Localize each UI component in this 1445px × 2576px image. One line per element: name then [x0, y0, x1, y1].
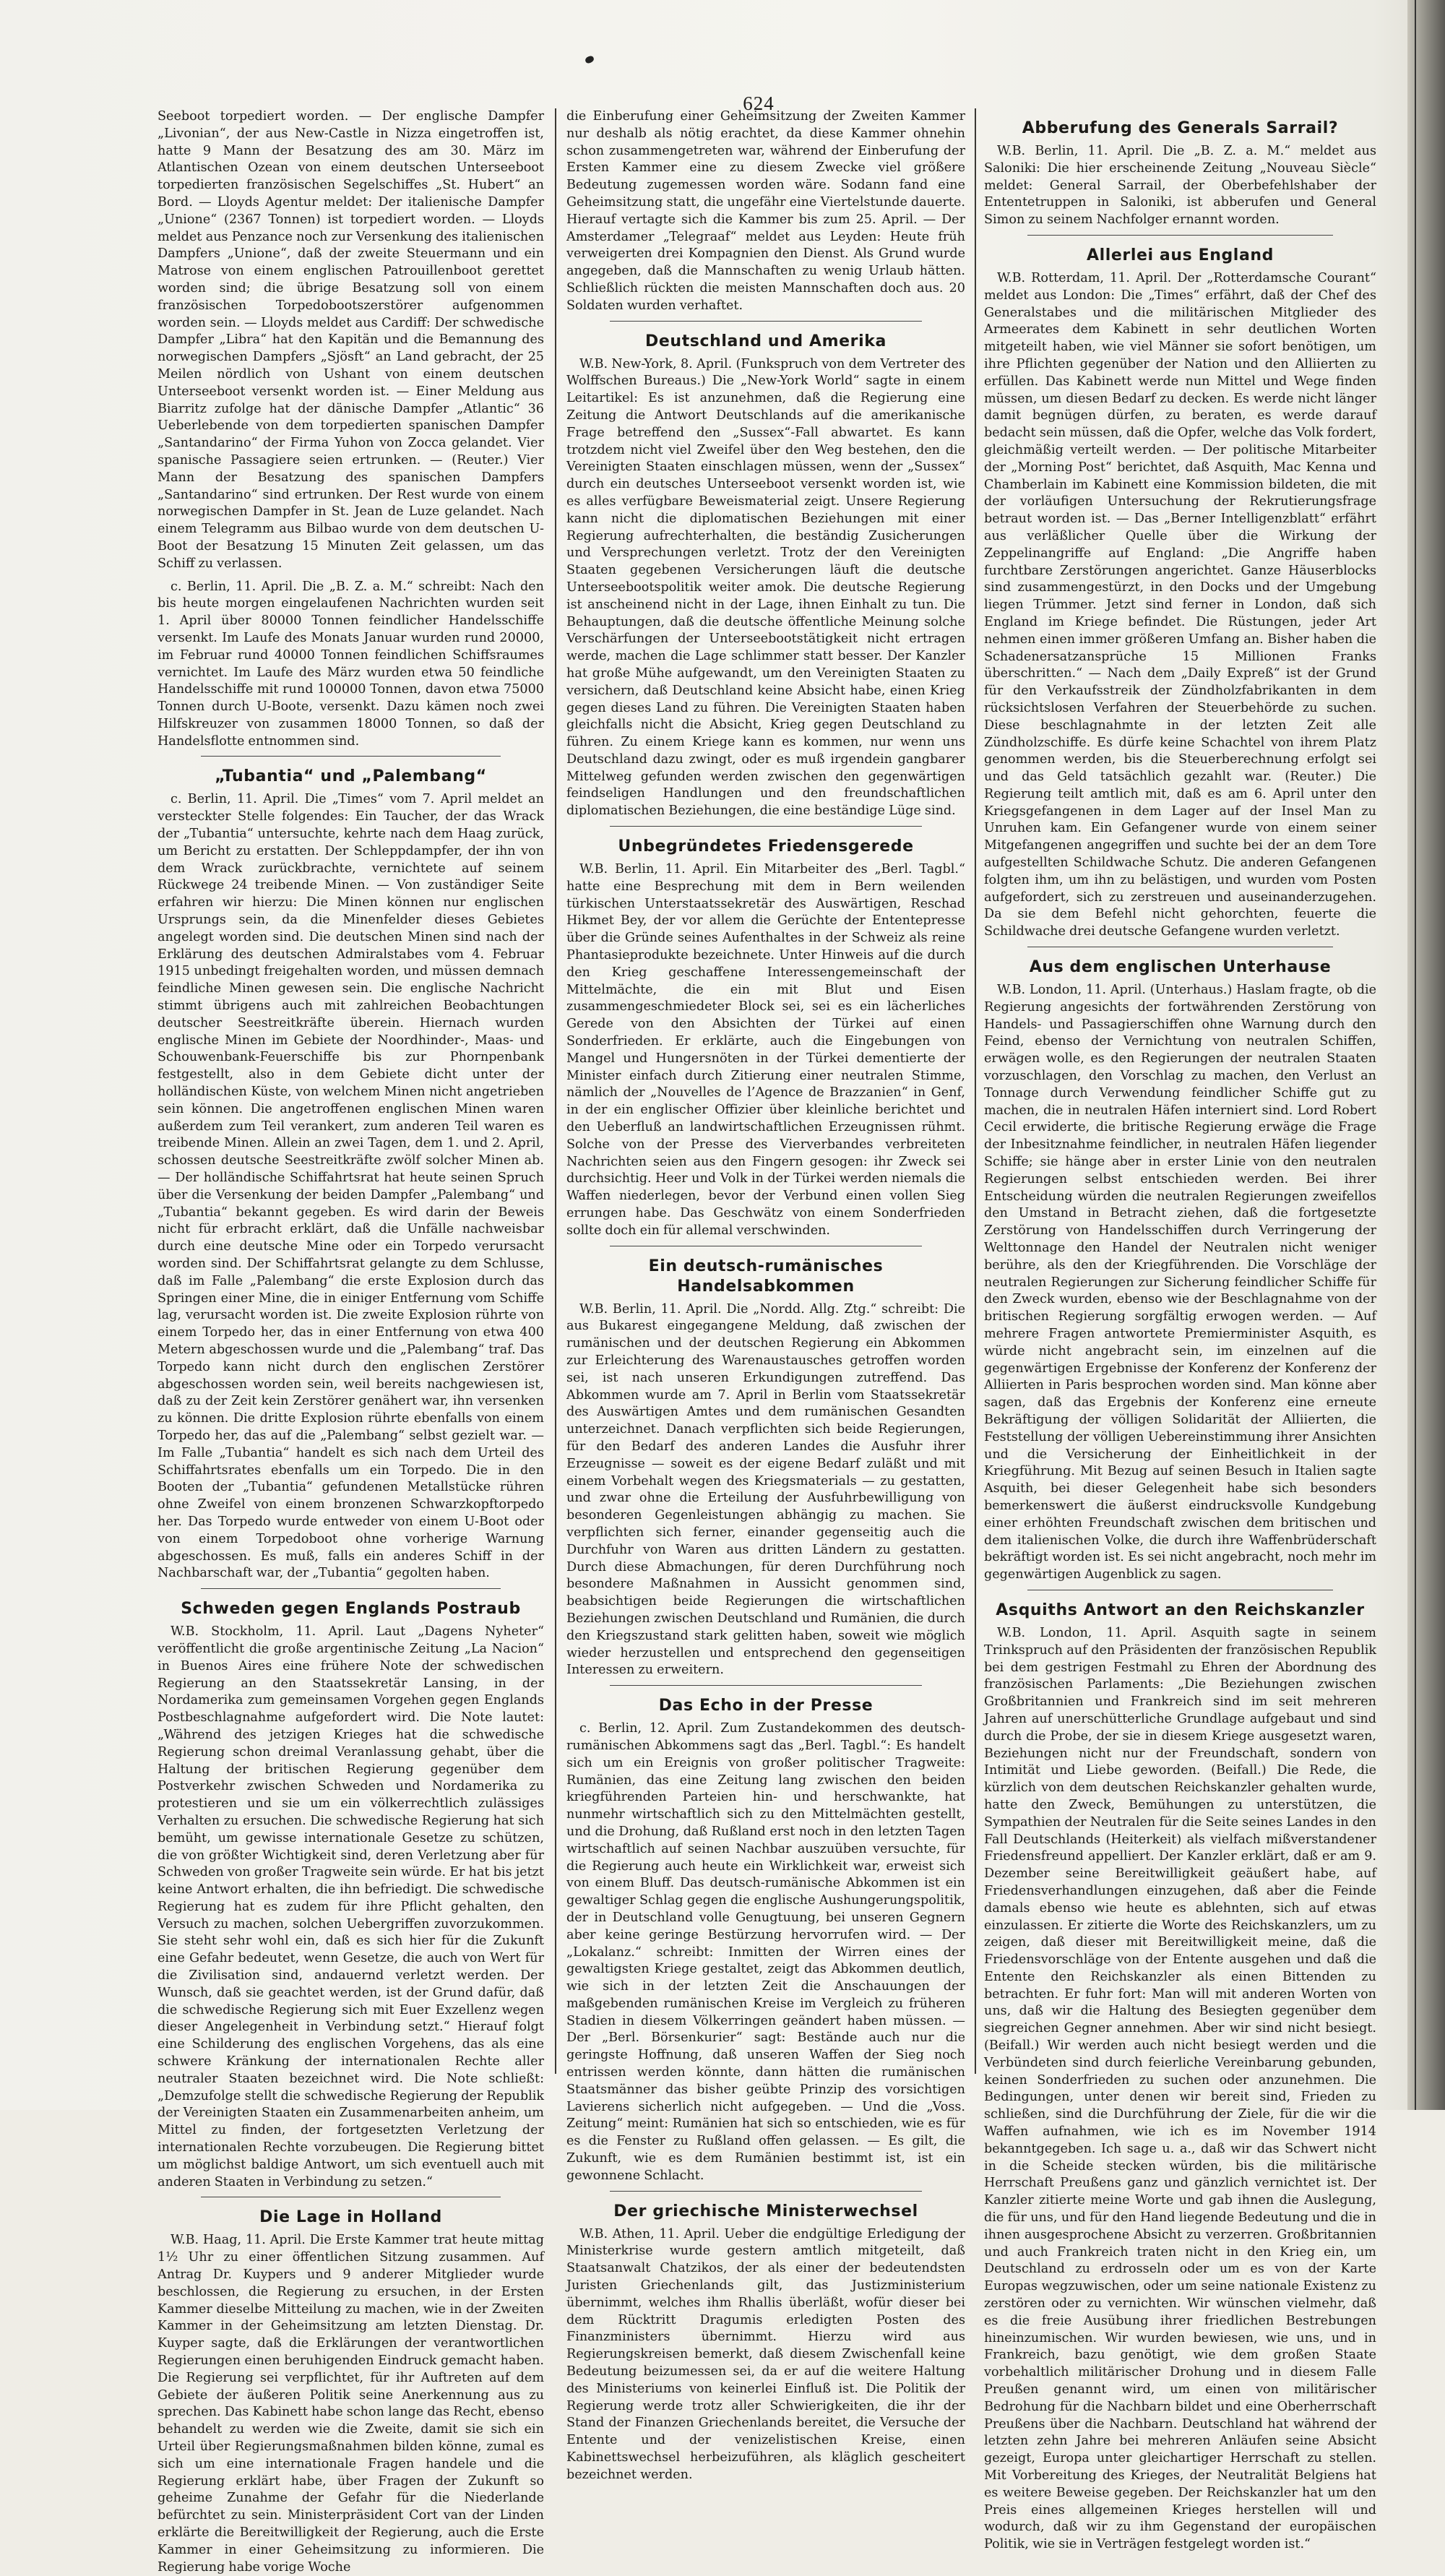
article-headline: Allerlei aus England: [1086, 246, 1274, 264]
article-paragraph: die Einberufung einer Geheimsitzung der Zweiten Kammer nur deshalb als nötig erachtet, da diese Kammer ohnehin schon zusammengetreten war, während der Einberufung der Ersten Kammer eine zu diesem Zwecke viel größere Bedeutung zugemessen worden wäre. Sodann fand eine Geheimsitzung statt, die ungefähr eine Viertelstunde dauerte. Hierauf vertagte sich die Kammer bis zum 25. April. — Der Amsterdamer „Telegraaf“ meldet aus Leyden: Heute früh verweigerten drei Kompagnien den Dienst. Als Grund wurde angegeben, daß die Mannschaften zu wenig Urlaub hätten. Schließlich rückten die meisten Mannschaften doch aus. 20 Soldaten wurden verhaftet.: [566, 109, 965, 313]
article-headline: Unbegründetes Friedensgerede: [618, 837, 914, 856]
article-headline: Aus dem englischen Unterhause: [1029, 958, 1332, 977]
article-paragraph: Seeboot torpediert worden. — Der englische Dampfer „Livonian“, der aus New-Castle in Nizza eingetroffen ist, hatte 9 Mann der Besatzung des am 30. März im Atlantischen Ozean von einem deutschen Unterseeboot torpedierten französischen Segelschiffes „St. Hubert“ an Bord. — Lloyds Agentur meldet: Der italienische Dampfer „Unione“ (2367 Tonnen) ist torpediert worden. — Lloyds meldet aus Penzance noch zur Versenkung des italienischen Dampfers „Unione“, daß der zweite Steuermann und ein Matrose von einem englischen Patrouillenboot gerettet worden sind; die übrige Besatzung soll von einem französischen Torpedobootszerstörer aufgenommen worden sein. — Lloyds meldet aus Cardiff: Der schwedische Dampfer „Libra“ hat den Kapitän und die Bemannung des norwegischen Dampfers „Sjösft“ an Land gebracht, der 25 Meilen nördlich von Ushant von einem deutschen Unterseeboot versenkt worden ist. — Einer Meldung aus Biarritz zufolge hat der dänische Dampfer „Atlantic“ 36 Ueberlebende von dem torpedierten spanischen Dampfer „Santandarino“ der Firma Yuhon von Zocca gelandet. Vier spanische Passagiere seien ertrunken. — (Reuter.) Vier Mann der Besatzung des spanischen Dampfers „Santandarino“ sind ertrunken. Der Rest wurde von einem norwegischen Dampfer in St. Jean de Luze gelandet. Nach einem Telegramm aus Bilbao wurde von dem deutschen U-Boot der Besatzung 15 Minuten Zeit gelassen, um das Schiff zu verlassen.: [158, 109, 544, 571]
page-edge-shadow: [1407, 0, 1445, 2110]
article-headline: Die Lage in Holland: [259, 2208, 442, 2227]
article-paragraph: W.B. Haag, 11. April. Die Erste Kammer trat heute mittag 1½ Uhr zu einer öffentlichen Sitzung zusammen. Auf Antrag Dr. Kuypers und 9 anderer Mitglieder wurde beschlossen, die Regierung zu ersuchen, in der Ersten Kammer dieselbe Mitteilung zu machen, wie in der Zweiten Kammer in der Geheimsitzung am letzten Dienstag. Dr. Kuyper sagte, daß die Erklärungen der verantwortlichen Regierungen einen beruhigenden Eindruck gemacht haben. Die Regierung sei verpflichtet, für ihr Auftreten auf dem Gebiete der äußeren Politik seine Anerkennung aus zu sprechen. Das Kabinett habe schon lange das Recht, ebenso behandelt zu werden wie die Zweite, damit sie sich ein Urteil über Regierungsmaßnahmen bilden könne, zumal es sich um eine internationale Fragen handele und die Regierung erklärt habe, über Fragen der Zukunft so geheime Zunahme der Gefahr für die Niederlande befürchtet zu sein. Ministerpräsident Cort van der Linden erklärte die Bereitwilligkeit der Regierung, auch die Erste Kammer in einer Geheimsitzung zu informieren. Die Regierung habe vorige Woche: [158, 2233, 544, 2575]
article-paragraph: W.B. Berlin, 11. April. Die „Nordd. Allg. Ztg.“ schreibt: Die aus Bukarest eingegangene Meldung, daß zwischen der rumänischen und der deutschen Regierung ein Abkommen zur Erleichterung des Warenaustausches getroffen worden sei, ist nach unseren Erkundigungen zutreffend. Das Abkommen wurde am 7. April in Berlin vom Staatssekretär des Auswärtigen Amtes und dem rumänischen Gesandten unterzeichnet. Danach verpflichten sich beide Regierungen, für den Bedarf des anderen Landes die Ausfuhr ihrer Erzeugnisse — soweit es der eigene Bedarf zuläßt und mit einem Vorbehalt wegen des Kriegsmaterials — zu gestatten, und zwar ohne die Erteilung der Ausfuhrbewilligung von besonderen Gegenleistungen abhängig zu machen. Sie verpflichten sich ferner, einander gegenseitig auch die Durchfuhr von Waren aus dritten Ländern zu gestatten. Durch diese Abmachungen, für deren Durchführung noch besondere Maßnahmen in Aussicht genommen sind, beabsichtigen beide Regierungen die wirtschaftlichen Beziehungen zwischen Deutschland und Rumänien, die durch den Kriegszustand stark gelitten haben, soweit wie möglich wieder herzustellen und entsprechend den gegenseitigen Interessen zu erweitern.: [566, 1301, 965, 1678]
section-rule: [201, 756, 501, 757]
article-headline: Asquiths Antwort an den Reichskanzler: [996, 1601, 1365, 1619]
section-rule: [201, 1588, 501, 1589]
column-divider: [555, 108, 556, 2074]
article-headline: Das Echo in der Presse: [658, 1697, 874, 1715]
article-paragraph: c. Berlin, 12. April. Zum Zustandekommen des deutsch-rumänischen Abkommens sagt das „Berl. Tagbl.“: Es handelt sich um ein Ereignis von großer politischer Tragweite: Rumänien, das eine Zeitung lang zwischen den beiden kriegführenden Parteien hin- und herschwankte, hat nunmehr wirtschaftlich sich zu den Mittelmächten gestellt, und die Drohung, daß Rußland erst noch in den letzten Tagen wirtschaftlich auf seinen Nachbar auszuüben versuchte, für die Regierung auch heute ein Wirklichkeit war, erweist sich von einem Bluff. Das deutsch-rumänische Abkommen ist ein gewaltiger Schlag gegen die englische Aushungerungspolitik, der in Deutschland volle Genugtuung, bei unseren Gegnern aber keine geringe Bestürzung hervorrufen wird. — Der „Lokalanz.“ schreibt: Inmitten der Wirren eines der gewaltigsten Kriege gestaltet, zeigt das Abkommen deutlich, wie sich in der letzten Zeit die Anschauungen der maßgebenden rumänischen Kreise im Vergleich zu früheren Stadien in diesem Völkerringen geändert haben müssen. — Der „Berl. Börsenkurier“ sagt: Bestände auch nur die geringste Hoffnung, daß unseren Waffen der Sieg noch entrissen werden könnte, dann hätten die rumänischen Staatsmänner das bisher geübte Prinzip des vorsichtigen Lavierens sicherlich nicht aufgegeben. — Und die „Voss. Zeitung“ meint: Rumänien hat sich so entschieden, wie es für es die Fenster zu Rußland offen gelassen. — Es gilt, die Zukunft, wie es dem Rumänien bestimmt ist, ist ein gewonnene Schlacht.: [566, 1721, 965, 2183]
article-headline: „Tubantia“ und „Palembang“: [215, 767, 487, 786]
article-paragraph: W.B. Berlin, 11. April. Die „B. Z. a. M.“ meldet aus Saloniki: Die hier erscheinende Zeitung „Nouveau Siècle“ meldet: General Sarrail, der Oberbefehlshaber der Ententetruppen in Saloniki, ist abberufen und General Simon zu seinem Nachfolger ernannt worden.: [984, 144, 1376, 228]
section-rule: [610, 826, 922, 827]
article-paragraph: W.B. London, 11. April. (Unterhaus.) Haslam fragte, ob die Regierung angesichts der fortwährenden Zerstörung von Handels- und Passagierschiffen ohne Warnung durch den Feind, ebenso der Vernichtung von neutralen Schiffen, erwägen wolle, es den Regierungen der neutralen Staaten vorzuschlagen, den Vorschlag zu machen, den Verlust an Tonnage durch Verwendung feindlicher Schiffe gut zu machen, die in neutralen Häfen interniert sind. Lord Robert Cecil erwiderte, die britische Regierung erwäge die Frage der Inbesitznahme feindlicher, in neutralen Häfen liegender Schiffe; sie hänge aber in erster Linie von den neutralen Regierungen selbst entschieden werden. Bei ihrer Entscheidung würden die neutralen Regierungen zweifellos den Umstand in Betracht ziehen, daß die fortgesetzte Zerstörung von Handelsschiffen durch Verringerung der Welttonnage den Handel der Neutralen nicht weniger berühre, als den der Kriegführenden. Die Vorschläge der neutralen Regierungen zur Sicherung feindlicher Schiffe für den Zweck wurden, ebenso wie der Beschlagnahme von der britischen Regierung sorgfältig erwogen werden. — Auf mehrere Fragen antwortete Premierminister Asquith, es würde nicht angebracht sein, im einzelnen auf die gegenwärtigen Ergebnisse der Konferenz der Konferenz der Alliierten in Paris besprochen worden sind. Man könne aber sagen, daß das Ergebnis der Konferenz eine erneute Bekräftigung der völligen Solidarität der Alliierten, die Feststellung der völligen Uebereinstimmung ihrer Ansichten und die Versicherung der Einheitlichkeit in der Kriegführung. Mit Bezug auf seinen Besuch in Italien sagte Asquith, bei dieser Gelegenheit habe sich besonders bemerkenswert die äußerst eindrucksvolle Kundgebung einer erhöhten Freundschaft zwischen dem britischen und dem italienischen Volke, die durch ihre Waffenbrüderschaft bekräftigt worden ist. Es sei nicht angebracht, noch mehr im gegenwärtigen Augenblick zu sagen.: [984, 983, 1376, 1582]
column-divider: [975, 108, 976, 2074]
article-paragraph: c. Berlin, 11. April. Die „Times“ vom 7. April meldet an versteckter Stelle folgendes: Ein Taucher, der das Wrack der „Tubantia“ untersuchte, kehrte nach dem Haag zurück, um Bericht zu erstatten. Der Schleppdampfer, der ihn von dem Wrack zurückbrachte, vernichtete auf seinem Rückwege 24 treibende Minen. — Von zuständiger Seite erfahren wir hierzu: Die Minen können nur englischen Ursprungs sein, da die Minenfelder dieses Gebietes angelegt worden sind. Die deutschen Minen sind nach der Erklärung des deutschen Admiralstabes vom 4. Februar 1915 unbedingt freigehalten worden, und müssen demnach feindliche Minen gewesen sein. Die englische Nachricht stimmt übrigens auch mit zahlreichen Beobachtungen deutscher Seestreitkräfte überein. Hiernach wurden englische Minen im Gebiete der Noordhinder-, Maas- und Schouwenbank-Feuerschiffe bis zur Phornpenbank festgestellt, also in dem Gebiete dicht unter der holländischen Küste, von welchem Minen nicht angetrieben sein können. Die angetroffenen englischen Minen waren außerdem zum Teil verankert, zum anderen Teil waren es treibende Minen. Allein an zwei Tagen, dem 1. und 2. April, schossen deutsche Seestreitkräfte zwölf solcher Minen ab. — Der holländische Schiffahrtsrat hat heute seinen Spruch über die Versenkung der beiden Dampfer „Palembang“ und „Tubantia“ bekannt gegeben. Es wird darin der Beweis nicht für erbracht erklärt, daß die Unfälle nachweisbar durch eine deutsche Mine oder ein Torpedo verursacht worden sind. Der Schiffahrtsrat gelangte zu dem Schlusse, daß im Falle „Palembang“ die erste Explosion durch das Springen einer Mine, die in einiger Entfernung vom Schiffe lag, verursacht worden ist. Die zweite Explosion rührte von einem Torpedo her, das in einer Entfernung von etwa 400 Metern abgeschossen wurde und die „Palembang“ traf. Das Torpedo kann nicht durch den englischen Zerstörer abgeschossen worden sein, weil bereits nachgewiesen ist, daß zu der Zeit kein Zerstörer genähert war, ihn versenken zu können. Die dritte Explosion rührte ebenfalls von einem Torpedo her, das auf die „Palembang“ selbst gezielt war. — Im Falle „Tubantia“ handelt es sich nach dem Urteil des Schiffahrtsrates ebenfalls um ein Torpedo. Die in den Booten der „Tubantia“ gefundenen Metallstücke rühren ohne Zweifel von einem bronzenen Schwarzkopftorpedo her. Das Torpedo wurde entweder von einem U-Boot oder von einem Torpedoboot ohne vorherige Warnung abgeschossen. Es muß, falls ein anderes Schiff in der Nachbarschaft war, der „Tubantia“ gegolten haben.: [158, 792, 544, 1581]
section-rule: [610, 1685, 922, 1686]
article-headline: Ein deutsch-rumänisches Handelsabkommen: [648, 1257, 884, 1296]
column-left: [158, 108, 544, 2575]
column-right: [984, 108, 1376, 2552]
column-middle: [566, 108, 965, 2482]
article-paragraph: W.B. Rotterdam, 11. April. Der „Rotterdamsche Courant“ meldet aus London: Die „Times“ erfährt, daß der Chef des Generalstabes und die militärischen Mitglieder des Armeerates dem Kabinett in sehr deutlichen Worten mitgeteilt haben, wie viel Männer sie sofort benötigen, um ihre Pflichten gegenüber der Nation und den Alliierten zu erfüllen. Das Kabinett werde nun Mittel und Wege finden müssen, um diesen Bedarf zu decken. Es werde nicht länger damit begnügen dürfen, zu beraten, es werde darauf bedacht sein müssen, daß die Opfer, welche das Volk fordert, gleichmäßig verteilt werden. — Der politische Mitarbeiter der „Morning Post“ berichtet, daß Asquith, Mac Kenna und Chamberlain im Kabinett eine Kommission bildeten, die mit der vorläufigen Untersuchung der Rekrutierungsfrage betraut worden ist. — Das „Berner Intelligenzblatt“ erfährt aus verläßlicher Quelle über die Wirkung der Zeppelinangriffe auf England: „Die Angriffe haben furchtbare Zerstörungen angerichtet. Ganze Häuserblocks sind zusammengestürzt, in den Docks und der Umgebung liegen Trümmer. Jetzt sind ferner in London, daß sich England im Kriege befindet. Die Rüstungen, jeder Art nehmen einen immer größeren Umfang an. Bisher haben die Schadenersatzansprüche 15 Millionen Franks überschritten.“ — Nach dem „Daily Expreß“ ist der Grund für den Verkaufsstreik der Zündholzfabrikanten in dem rücksichtslosen Verfahren der Steuerbehörde zu suchen. Diese beschlagnahmte in der letzten Zeit alle Zündholzschiffe. Es dürfe keine Schachtel von ihrem Platz genommen werden, bis die Steuerberechnung erfolgt sei und das Geld tatsächlich gezahlt war. (Reuter.) Die Regierung teilt amtlich mit, daß es am 6. April unter den Kriegsgefangenen in dem Lager auf der Insel Man zu Unruhen kam. Ein Gefangener wurde von einem seiner Mitgefangenen angegriffen und suchte bei der an dem Tore aufgestellten Schildwache Schutz. Die anderen Gefangenen folgten ihm, um ihn zu belästigen, und wurden vom Posten aufgefordert, sich zu zerstreuen und auseinanderzugehen. Da sie dem Befehl nicht gehorchten, feuerte die Schildwache drei deutsche Gefangene wurden verletzt.: [984, 270, 1376, 939]
section-rule: [610, 321, 922, 322]
section-rule: [1027, 235, 1333, 236]
ink-mark: [585, 55, 595, 64]
article-paragraph: c. Berlin, 11. April. Die „B. Z. a. M.“ schreibt: Nach den bis heute morgen eingelaufenen Nachrichten wurden seit 1. April über 80000 Tonnen feindlicher Handelsschiffe versenkt. Im Laufe des Monats Januar wurden rund 20000, im Februar rund 40000 Tonnen feindlichen Schiffsraumes vernichtet. Im Laufe des März wurden etwa 50 feindliche Handelsschiffe mit rund 100000 Tonnen, davon etwa 75000 Tonnen durch U-Boote, versenkt. Dazu kämen noch zwei Hilfskreuzer von zusammen 18000 Tonnen, so daß der Handelsflotte entnommen sind.: [158, 579, 544, 749]
article-paragraph: W.B. Stockholm, 11. April. Laut „Dagens Nyheter“ veröffentlicht die große argentinische Zeitung „La Nacion“ in Buenos Aires eine frühere Note der schwedischen Regierung an den Staatssekretär Lansing, in der Nordamerika zum gemeinsamen Vorgehen gegen Englands Postbeschlagnahme aufgefordert wird. Die Note lautet: „Während des jetzigen Krieges hat die schwedische Regierung schon dreimal Veranlassung gehabt, über die Haltung der britischen Regierung gegenüber dem Postverkehr zwischen Schweden und Nordamerika zu protestieren und sie um ein völkerrechtlich zulässiges Verhalten zu ersuchen. Die schwedische Regierung hat sich bemüht, um gewisse internationale Gesetze zu schützen, die von größter Wichtigkeit sind, deren Verletzung aber für Schweden von großer Tragweite sein würde. Er hat bis jetzt keine Antwort erhalten, die ihn befriedigt. Die schwedische Regierung hat es zudem für ihre Pflicht gehalten, den Versuch zu machen, solchen Uebergriffen zuvorzukommen. Sie steht sehr wohl ein, daß es sich hier für die Zukunft eine Gefahr bedeutet, wenn Gesetze, die auch von Wert für die Zivilisation sind, andauernd verletzt werden. Der Wunsch, daß sie geachtet werden, ist der Grund dafür, daß die schwedische Regierung sich mit Euer Exzellenz wegen dieser Angelegenheit in Verbindung setzt.“ Hierauf folgt eine Schilderung des englischen Vorgehens, das als eine schwere Kränkung der internationalen Rechte aller neutraler Staaten bezeichnet wird. Die Note schließt: „Demzufolge stellt die schwedische Regierung der Republik der Vereinigten Staaten ein Zusammenarbeiten anheim, um Mittel zu finden, der fortgesetzten Verletzung der internationalen Rechte vorzubeugen. Die Regierung bittet um möglichst baldige Antwort, um sich eventuell auch mit anderen Staaten in Verbindung zu setzen.“: [158, 1624, 544, 2189]
article-headline: Der griechische Ministerwechsel: [613, 2202, 918, 2220]
article-paragraph: W.B. New-York, 8. April. (Funkspruch von dem Vertreter des Wolffschen Bureaus.) Die „New-York World“ sagte in einem Leitartikel: Es ist anzunehmen, daß die Regierung eine Zeitung die Antwort Deutschlands auf die amerikanische Frage betreffend den „Sussex“-Fall abwartet. Es kann trotzdem nicht viel Zweifel über den Weg bestehen, den die Vereinigten Staaten einschlagen müssen, wenn der „Sussex“ durch ein deutsches Unterseeboot versenkt worden ist, wie es alles verfügbare Beweismaterial zeigt. Unsere Regierung kann nicht die diplomatischen Beziehungen mit einer Regierung aufrechterhalten, die beständig Zusicherungen und Versprechungen verletzt. Trotz der den Vereinigten Staaten gegebenen Versicherungen läuft die deutsche Unterseebootspolitik weiter amok. Die deutsche Regierung ist anscheinend nicht in der Lage, ihnen Einhalt zu tun. Die Behauptungen, daß die deutsche öffentliche Meinung solche Verschärfungen der Unterseebootstätigkeit nicht ertragen werde, machen die Lage schlimmer statt besser. Der Kanzler hat große Mühe aufgewandt, um den Vereinigten Staaten zu versichern, daß Deutschland keine Absicht habe, einen Krieg gegen dieses Land zu führen. Die Vereinigten Staaten haben gleichfalls nicht die Absicht, Krieg gegen Deutschland zu führen. Zu einem Kriege kann es kommen, nur wenn uns Deutschland dazu zwingt, oder es muß irgendein gangbarer Mittelweg gefunden werden zwischen den gegenwärtigen feindseligen Handlungen und den freundschaftlichen diplomatischen Beziehungen, die eine beständige Lüge sind.: [566, 356, 965, 819]
page-number: 624: [743, 92, 775, 114]
page-edge-line: [1415, 0, 1416, 2110]
article-paragraph: W.B. Berlin, 11. April. Ein Mitarbeiter des „Berl. Tagbl.“ hatte eine Besprechung mit dem in Bern weilenden türkischen Unterstaatssekretär des Auswärtigen, Reschad Hikmet Bey, der vor allem die Gerüchte der Ententepresse über die Gründe seines Aufenthaltes in der Schweiz als reine Phantasieprodukte bezeichnete. Unter Hinweis auf die durch den Krieg geschaffene Interessengemeinschaft der Mittelmächte, die ein mit Blut und Eisen zusammengeschmiedeter Block sei, sei es ein lächerliches Gerede von den Absichten der Türkei auf einen Sonderfrieden. Er erklärte, auch die Eingebungen von Mangel und Hungersnöten in der Türkei dementierte der Minister einfach durch Zitierung einer neutralen Stimme, nämlich der „Nouvelles de l’Agence de Brazzanien“ in Genf, in der ein englischer Offizier über kleinliche berichtet und den Ueberfluß an landwirtschaftlichen Erzeugnissen rühmt. Solche von der Presse des Vierverbandes verbreiteten Nachrichten seien aus den Fingern gesogen: ihr Zweck sei durchsichtig. Heer und Volk in der Türkei werden niemals die Waffen niederlegen, bevor der Verbund einen vollen Sieg errungen habe. Das Geschwätz von einem Sonderfrieden sollte doch ein für allemal verschwinden.: [566, 862, 965, 1238]
article-paragraph: W.B. Athen, 11. April. Ueber die endgültige Erledigung der Ministerkrise wurde gestern amtlich mitgeteilt, daß Staatsanwalt Chatzikos, der als einer der bedeutendsten Juristen Griechenlands gilt, das Justizministerium übernimmt, welches ihm Rhallis überläßt, wofür dieser bei dem Rücktritt Dragumis erledigten Posten des Finanzministers übernimmt. Hierzu wird aus Regierungskreisen bemerkt, daß diesem Zwischenfall keine Bedeutung beizumessen sei, da er auf die weitere Haltung des Ministeriums von keinerlei Einfluß ist. Die Politik der Regierung werde trotz aller Schwierigkeiten, die ihr der Stand der Finanzen Griechenlands bereitet, die Versuche der Entente und der venizelistischen Kreise, einen Kabinettswechsel herbeizuführen, als kläglich gescheitert bezeichnet werden.: [566, 2226, 965, 2482]
section-rule: [610, 2191, 922, 2192]
article-paragraph: W.B. London, 11. April. Asquith sagte in seinem Trinkspruch auf den Präsidenten der französischen Republik bei dem gestrigen Festmahl zu Ehren der Abordnung des französischen Parlaments: „Die Beziehungen zwischen Großbritannien und Frankreich sind im seit mehreren Jahren auf unerschütterliche Grundlage aufgebaut und sind durch die Probe, der sie in diesem Kriege ausgesetzt waren, Beziehungen nicht nur der Freundschaft, sondern von Intimität und Liebe geworden. (Beifall.) Die Rede, die kürzlich von dem deutschen Reichskanzler gehalten wurde, hatte den Zweck, Bemühungen zu unterstützen, die Sympathien der Neutralen für die Seite seines Landes in den Fall Deutschlands (Heiterkeit) als vielfach mißverstandener Friedensfreund appelliert. Der Kanzler erklärt, daß er am 9. Dezember seine Bereitwilligkeit geäußert habe, auf Friedensverhandlungen einzugehen, daß aber die Feinde damals ebenso wie heute es ablehnten, sich auf etwas einzulassen. Er zitierte die Worte des Reichskanzlers, um zu zeigen, daß dieser mit Bereitwilligkeit meine, daß die Friedensvorschläge von der Entente ausgehen und daß die Entente den Reichskanzler als einen Bittenden zu betrachten. Er fuhr fort: Man will mit anderen Worten von uns, daß wir die Haltung des Besiegten gegenüber dem siegreichen Gegner annehmen. Aber wir sind nicht besiegt. (Beifall.) Wir werden auch nicht besiegt werden und die Verbündeten sind durch feierliche Vereinbarung gebunden, keinen Sonderfrieden zu suchen oder anzunehmen. Die Bedingungen, unter denen wir bereit sind, Frieden zu schließen, sind die Durchführung der Ziele, für die wir die Waffen aufnahmen, wie ich es im November 1914 bekanntgegeben. Ich sage u. a., daß wir das Schwert nicht in die Scheide stecken würden, bis die militärische Herrschaft Preußens ganz und gänzlich vernichtet ist. Der Kanzler zitierte meine Worte und gab ihnen die Auslegung, die für uns, und für den Hand liegende Bedeutung und die in ihnen ausgesprochene Absicht zu verzerren. Großbritannien und auch Frankreich traten nicht in den Krieg ein, um Deutschland zu erdrosseln oder um es von der Karte Europas wegzuwischen, oder um seine nationale Existenz zu zerstören oder zu vernichten. Wir wünschen vielmehr, daß es die freie Ausübung ihrer friedlichen Bestrebungen hineinzumischen. Wir wurden bewiesen, wie uns, und in Frankreich, bazu genötigt, wie dem großen Staate vorbehaltlich militärischer Drohung und in diesem Falle Preußen genannt wird, um einen von militärischer Bedrohung für die Nachbarn bildet und eine Oberherrschaft Preußens über die Nachbarn. Deutschland hat während der letzten zehn Jahre bei mehreren Anläufen seine Absicht gezeigt, Europa unter gleichartiger Herrschaft zu stellen. Mit Vorbereitung des Krieges, der Neutralität Belgiens hat es weitere Beweise gegeben. Der Reichskanzler hat um den Preis eines allgemeinen Krieges herstellen will und wodurch, daß wir zu ihm Gegenstand der europäischen Politik, wie sie in Verträgen festgelegt worden ist.“: [984, 1625, 1376, 2552]
article-headline: Deutschland und Amerika: [645, 332, 887, 350]
article-headline: Abberufung des Generals Sarrail?: [1022, 119, 1339, 137]
article-headline: Schweden gegen Englands Postraub: [181, 1600, 521, 1619]
